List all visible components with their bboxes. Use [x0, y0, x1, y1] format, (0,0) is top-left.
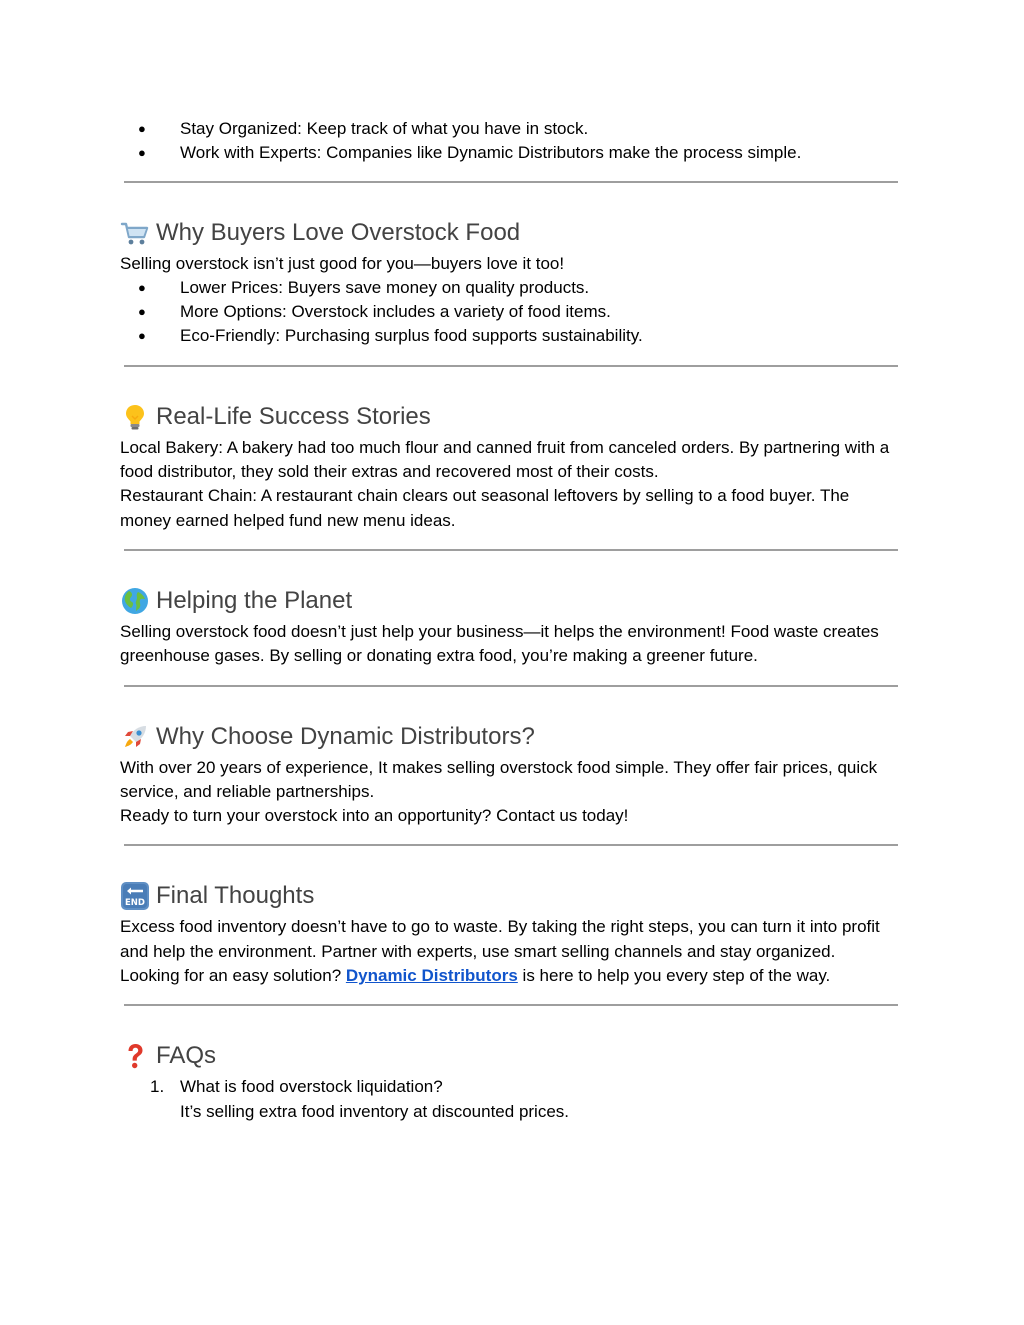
- bullet-icon: ●: [138, 279, 146, 295]
- section-heading: Real-Life Success Stories: [120, 401, 902, 433]
- faq-item: [120, 1075, 902, 1124]
- bullet-icon: ●: [138, 145, 146, 161]
- horizontal-rule: [124, 1004, 898, 1006]
- section-text: With over 20 years of experience, It makes selling overstock food simple. They offer fair prices, quick service, and reliable partnerships.: [120, 757, 878, 801]
- rocket-icon: [120, 722, 150, 752]
- section-heading: Why Buyers Love Overstock Food: [120, 217, 902, 249]
- document-page: [120, 117, 902, 1124]
- end-arrow-icon: [120, 881, 150, 911]
- section-final: [120, 880, 902, 988]
- story-paragraph: Local Bakery: A bakery had too much flour and canned fruit from canceled orders. By partnering with a food distributor, they sold their extras and recovered most of their costs.: [120, 437, 890, 482]
- list-item: ● Lower Prices: Buyers save money on quality products.: [120, 276, 902, 300]
- section-text: Excess food inventory doesn’t have to go to waste. By taking the right steps, you can turn it into profit and help the environment. Partner with experts, use smart selling channels and stay organized.: [120, 917, 880, 961]
- dynamic-distributors-link[interactable]: Dynamic Distributors: [345, 966, 518, 986]
- section-planet: [120, 585, 902, 669]
- faq-list: [120, 1075, 902, 1124]
- list-item: ● More Options: Overstock includes a variety of food items.: [120, 300, 902, 324]
- shopping-cart-icon: [120, 218, 150, 248]
- globe-icon: [120, 586, 150, 616]
- section-choose: [120, 721, 902, 829]
- list-item: ● Eco-Friendly: Purchasing surplus food supports sustainability.: [120, 324, 902, 348]
- call-to-action-text: Ready to turn your overstock into an opportunity? Contact us today!: [120, 806, 629, 826]
- list-item: ● Work with Experts: Companies like Dynamic Distributors make the process simple.: [120, 141, 902, 165]
- section-heading: Why Choose Dynamic Distributors?: [120, 721, 902, 753]
- list-item: ● Stay Organized: Keep track of what you have in stock.: [120, 117, 902, 141]
- horizontal-rule: [124, 181, 898, 183]
- section-text: Selling overstock isn’t just good for you—buyers love it too!: [120, 253, 565, 273]
- horizontal-rule: [124, 685, 898, 687]
- bullet-icon: ●: [138, 328, 146, 344]
- section-heading: FAQs: [120, 1040, 902, 1072]
- question-mark-icon: [120, 1041, 150, 1071]
- section-heading: Helping the Planet: [120, 585, 902, 617]
- faq-question: What is food overstock liquidation?: [180, 1077, 443, 1097]
- buyers-bullet-list: [120, 276, 902, 349]
- horizontal-rule: [124, 365, 898, 367]
- faq-number: 1.: [150, 1077, 165, 1097]
- section-heading: END Final Thoughts: [120, 880, 902, 912]
- bullet-icon: ●: [138, 304, 146, 320]
- svg-text:END: END: [125, 898, 145, 909]
- story-paragraph: Restaurant Chain: A restaurant chain clears out seasonal leftovers by selling to a food buyer. The money earned helped fund new menu ideas.: [120, 486, 850, 530]
- horizontal-rule: [124, 844, 898, 846]
- section-stories: [120, 401, 902, 533]
- light-bulb-icon: [120, 402, 150, 432]
- faq-answer: It’s selling extra food inventory at discounted prices.: [180, 1101, 570, 1121]
- intro-bullet-list: [120, 117, 902, 166]
- section-faqs: [120, 1040, 902, 1124]
- section-buyers: [120, 217, 902, 349]
- bullet-icon: ●: [138, 121, 146, 136]
- closing-paragraph: Looking for an easy solution? Dynamic Distributors is here to help you every step of the way.: [120, 966, 831, 986]
- horizontal-rule: [124, 549, 898, 551]
- section-text: Selling overstock food doesn’t just help your business—it helps the environment! Food waste creates greenhouse gases. By selling or donating extra food, you’re making a greener future.: [120, 621, 879, 666]
